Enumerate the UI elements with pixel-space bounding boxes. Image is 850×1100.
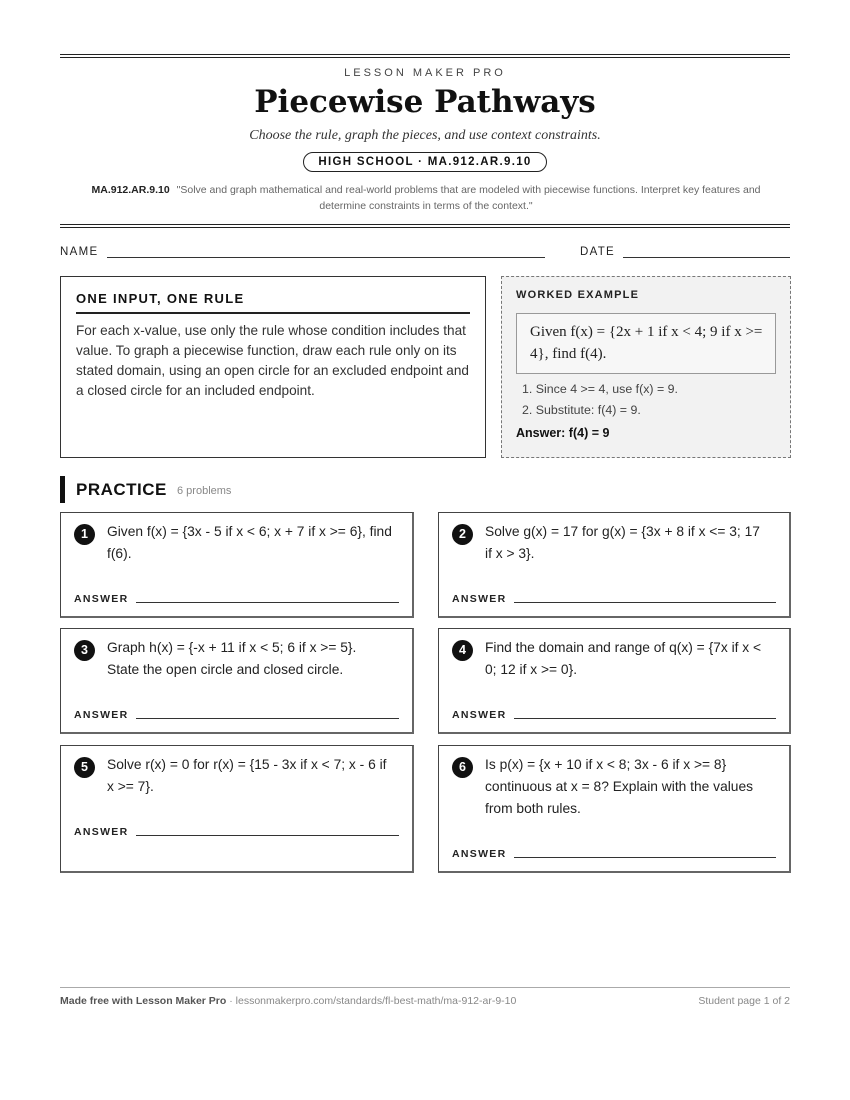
- name-line[interactable]: [107, 257, 545, 258]
- problem-card-1: [60, 512, 414, 618]
- standard-text: "Solve and graph mathematical and real-world problems that are modeled with piecewise functions. Interpret key features and determine constraints in terms of the context.": [176, 184, 761, 212]
- worked-example-step: 1. Since 4 >= 4, use f(x) = 9.: [522, 382, 679, 396]
- grade-badge-wrap: [0, 152, 850, 172]
- practice-count: 6 problems: [177, 485, 232, 497]
- worked-example-step: 2. Substitute: f(4) = 9.: [522, 403, 641, 417]
- worked-example-given: Given f(x) = {2x + 1 if x < 4; 9 if x >= 4}, find f(4).: [516, 313, 776, 374]
- answer-label: ANSWER: [74, 709, 129, 721]
- concept-body: For each x-value, use only the rule whose condition includes that value. To graph a piecewise function, draw each rule only on its stated domain, using an open circle for an excluded endpoint and a closed circle for an included endpoint.: [76, 323, 469, 398]
- answer-line[interactable]: [514, 602, 776, 603]
- date-label: DATE: [580, 246, 616, 258]
- problem-number: 2: [452, 524, 473, 545]
- student-info-row: [60, 246, 790, 260]
- worked-example-box: [501, 276, 791, 458]
- answer-label: ANSWER: [74, 826, 129, 838]
- concept-heading: ONE INPUT, ONE RULE: [76, 291, 470, 314]
- problem-card-3: [60, 628, 414, 734]
- worked-example-heading: WORKED EXAMPLE: [516, 289, 640, 301]
- problem-card-2: [438, 512, 791, 618]
- header-top-rule: [60, 54, 790, 58]
- page-subtitle: Choose the rule, graph the pieces, and use context constraints.: [249, 128, 601, 143]
- problem-card-5: [60, 745, 414, 873]
- answer-label: ANSWER: [452, 848, 507, 860]
- answer-label: ANSWER: [452, 593, 507, 605]
- practice-header: [60, 476, 460, 503]
- name-label: NAME: [60, 246, 99, 258]
- answer-line[interactable]: [514, 857, 776, 858]
- problem-text: Given f(x) = {3x - 5 if x < 6; x + 7 if x >= 6}, find f(6).: [107, 524, 392, 561]
- footer-credit: [60, 995, 516, 1007]
- standard-description: [68, 182, 784, 214]
- grade-standard-badge: HIGH SCHOOL · MA.912.AR.9.10: [303, 152, 546, 172]
- problem-number: 6: [452, 757, 473, 778]
- page-title: Piecewise Pathways: [254, 84, 596, 120]
- footer-rule: [60, 987, 790, 988]
- answer-label: ANSWER: [74, 593, 129, 605]
- problem-text: Solve g(x) = 17 for g(x) = {3x + 8 if x <= 3; 17 if x > 3}.: [485, 524, 760, 561]
- worked-example-answer: Answer: f(4) = 9: [516, 426, 610, 440]
- problem-number: 4: [452, 640, 473, 661]
- answer-label: ANSWER: [452, 709, 507, 721]
- standard-code: MA.912.AR.9.10: [91, 184, 170, 196]
- problem-number: 3: [74, 640, 95, 661]
- answer-line[interactable]: [136, 602, 399, 603]
- problem-card-4: [438, 628, 791, 734]
- concept-box: [60, 276, 486, 458]
- problem-number: 5: [74, 757, 95, 778]
- date-line[interactable]: [623, 257, 790, 258]
- footer-url[interactable]: · lessonmakerpro.com/standards/fl-best-math/ma-912-ar-9-10: [226, 995, 517, 1007]
- answer-line[interactable]: [514, 718, 776, 719]
- header-bottom-rule: [60, 224, 790, 228]
- problem-text: Find the domain and range of q(x) = {7x if x < 0; 12 if x >= 0}.: [485, 640, 762, 677]
- brand-name: LESSON MAKER PRO: [344, 67, 506, 79]
- footer-page-number: Student page 1 of 2: [698, 995, 790, 1007]
- answer-line[interactable]: [136, 718, 399, 719]
- problem-text: Graph h(x) = {-x + 11 if x < 5; 6 if x >= 5}. State the open circle and closed circle.: [107, 640, 357, 677]
- problem-card-6: [438, 745, 791, 873]
- answer-line[interactable]: [136, 835, 399, 836]
- problem-text: Solve r(x) = 0 for r(x) = {15 - 3x if x < 7; x - 6 if x >= 7}.: [107, 757, 387, 794]
- practice-accent-bar: [60, 476, 65, 503]
- problem-number: 1: [74, 524, 95, 545]
- footer-made-with: Made free with Lesson Maker Pro: [60, 995, 227, 1007]
- problem-text: Is p(x) = {x + 10 if x < 8; 3x - 6 if x >= 8} continuous at x = 8? Explain with the values from both rules.: [485, 757, 754, 816]
- practice-title: PRACTICE: [76, 480, 167, 499]
- worked-example-steps: [516, 379, 776, 421]
